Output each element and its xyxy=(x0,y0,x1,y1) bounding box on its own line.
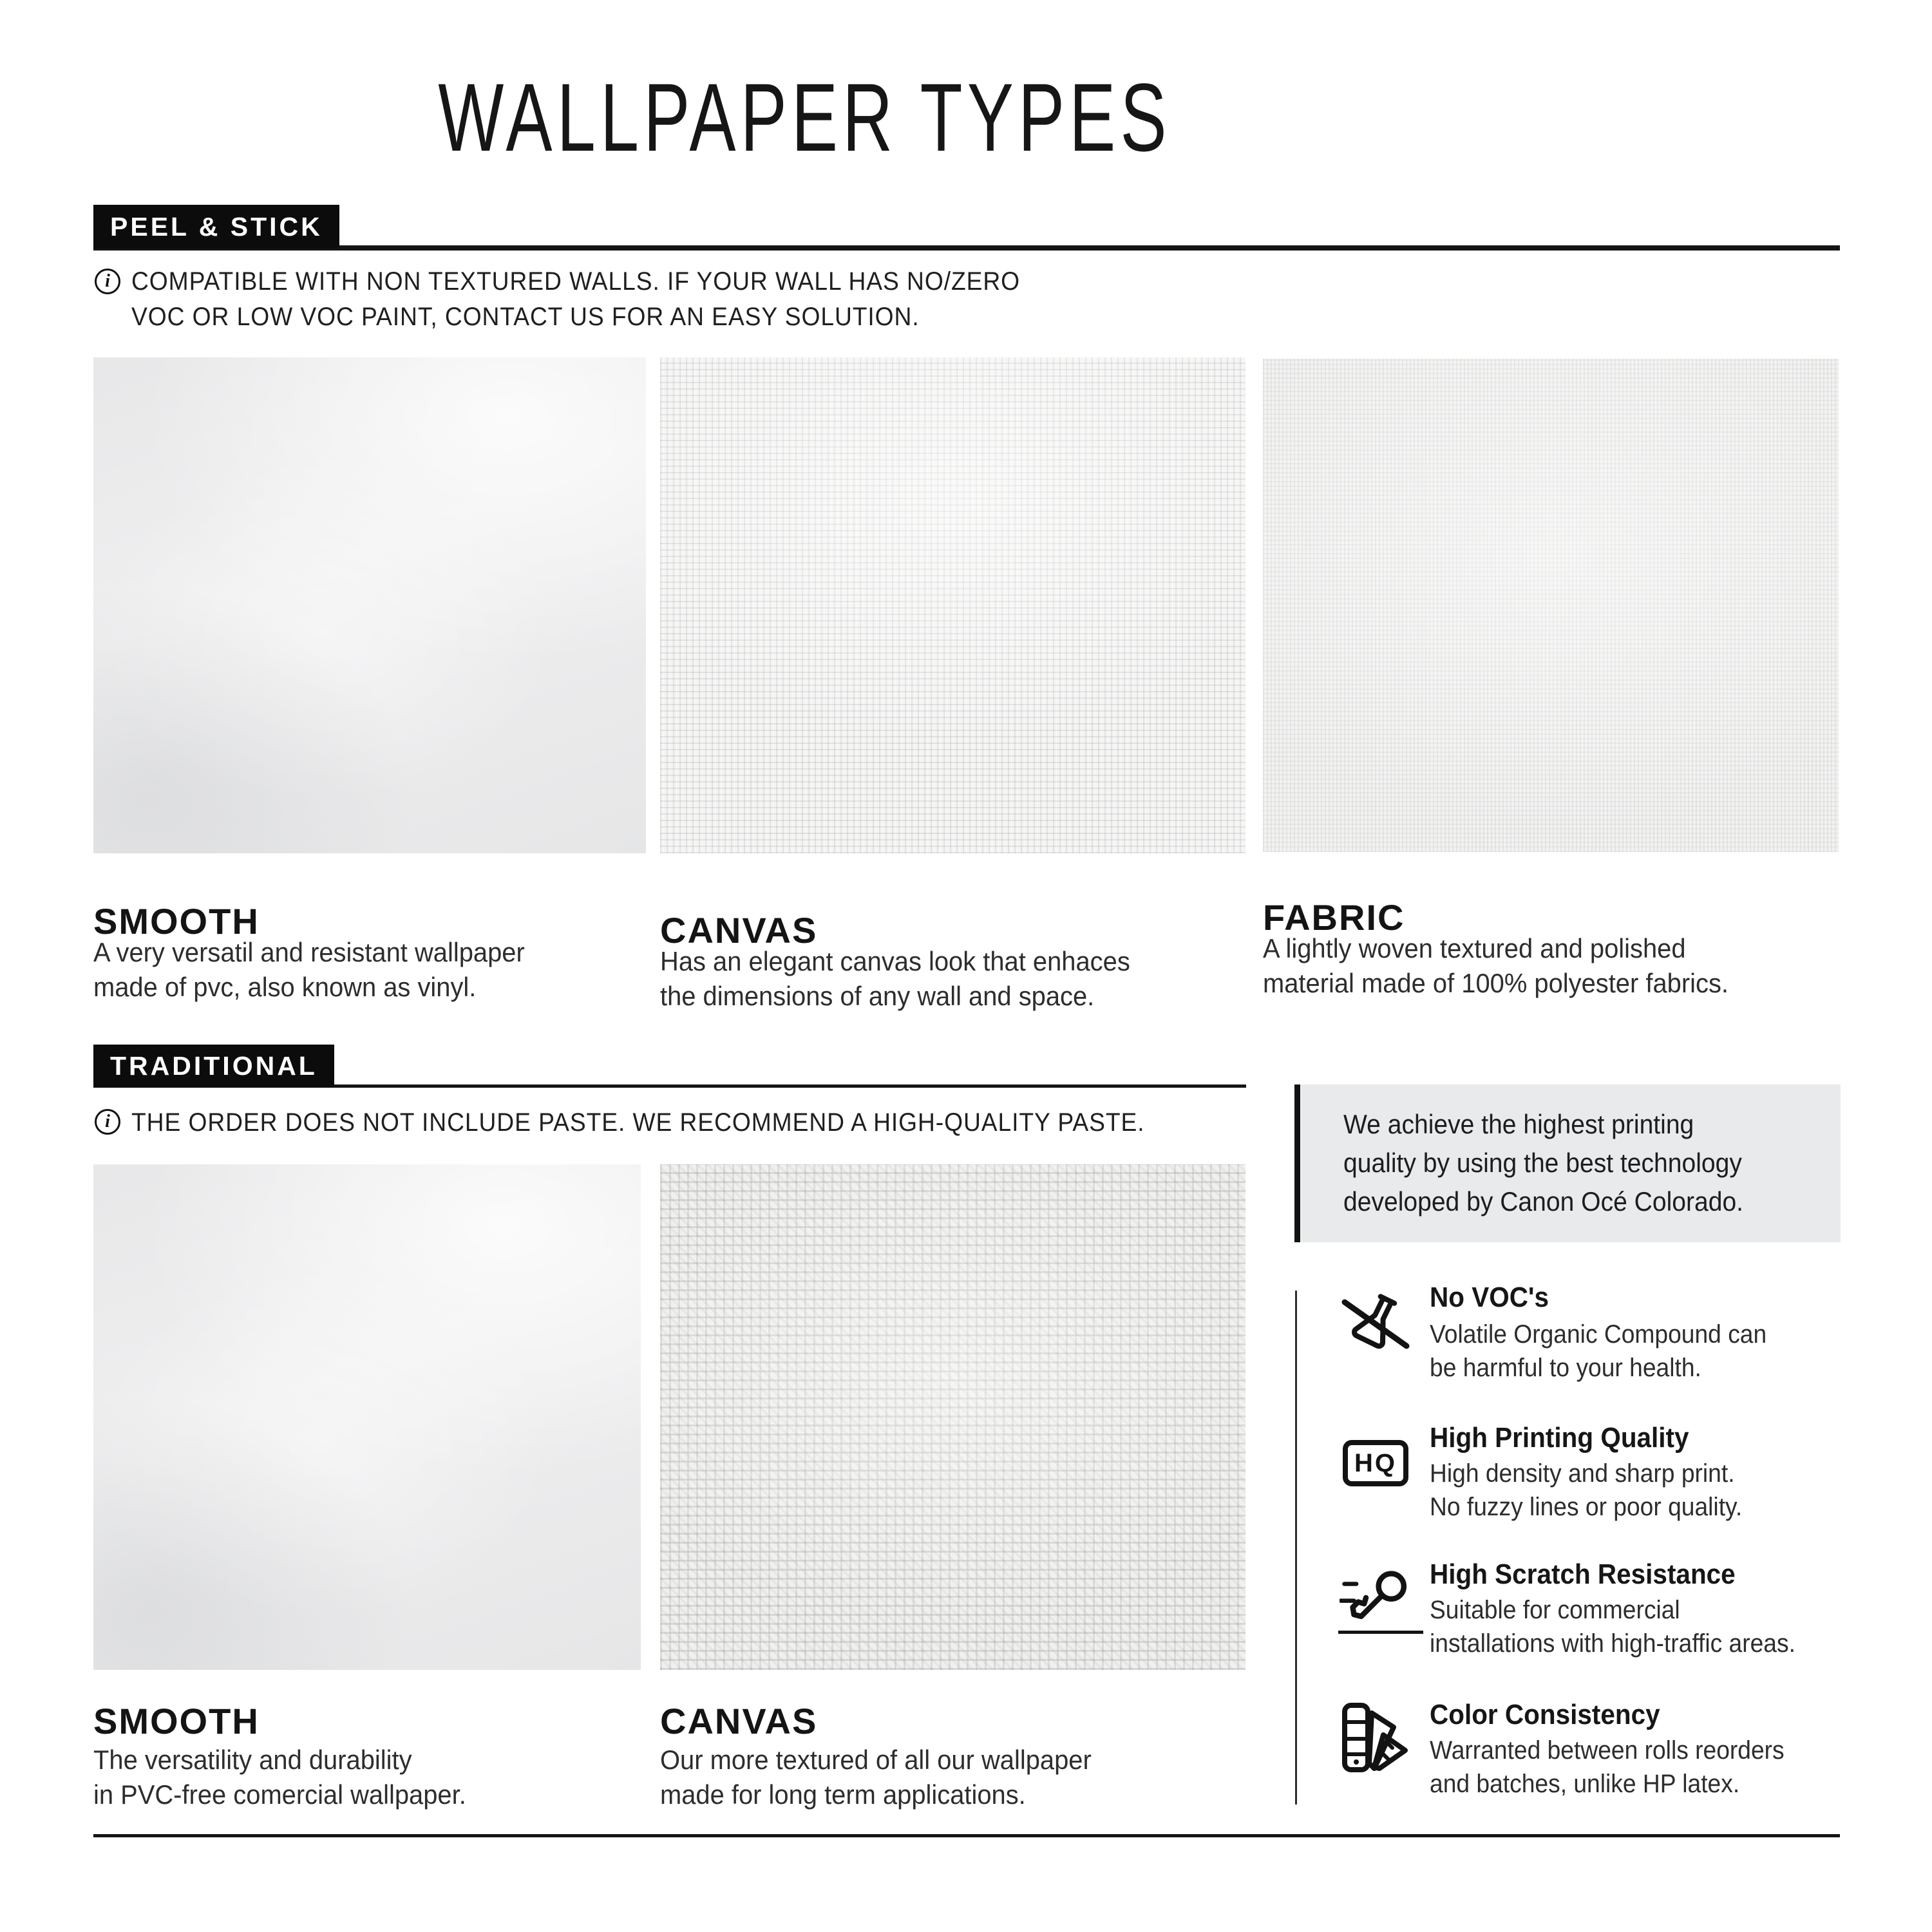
desc-line: made of pvc, also known as vinyl. xyxy=(93,972,477,1002)
feature-title: Color Consistency xyxy=(1430,1699,1660,1730)
page-title: WALLPAPER TYPES xyxy=(438,63,1172,171)
traditional-note xyxy=(131,1105,1145,1141)
peel-stick-note-line2: VOC OR LOW VOC PAINT, CONTACT US FOR AN EASY SOLUTION. xyxy=(131,303,920,331)
hq-badge-text: HQ xyxy=(1343,1440,1408,1486)
desc-line: The versatility and durability xyxy=(93,1745,412,1775)
swatch-name-peel-smooth: SMOOTH xyxy=(93,901,260,942)
desc-line: the dimensions of any wall and space. xyxy=(660,981,1095,1011)
hq-badge-icon xyxy=(1340,1427,1412,1499)
page-title-wrap xyxy=(0,63,1610,171)
bottom-rule xyxy=(93,1834,1840,1837)
desc-line: installations with high-traffic areas. xyxy=(1430,1629,1795,1658)
quality-box-accent-bar xyxy=(1294,1084,1300,1242)
features-divider-line xyxy=(1295,1291,1297,1804)
swatch-name-peel-canvas: CANVAS xyxy=(660,910,818,951)
section-label-peel-stick xyxy=(93,205,339,249)
feature-desc xyxy=(1430,1734,1785,1801)
feature-title: High Scratch Resistance xyxy=(1430,1558,1736,1590)
desc-line: be harmful to your health. xyxy=(1430,1354,1701,1382)
swatch-image-peel-smooth xyxy=(93,357,646,853)
desc-line: No fuzzy lines or poor quality. xyxy=(1430,1493,1743,1521)
swatch-desc-peel-smooth xyxy=(93,935,525,1005)
quality-box-line: quality by using the best technology xyxy=(1343,1148,1742,1178)
quality-box-line: We achieve the highest printing xyxy=(1343,1109,1694,1139)
peel-stick-rule xyxy=(93,245,1840,251)
desc-line: A very versatil and resistant wallpaper xyxy=(93,937,525,967)
desc-line: in PVC-free comercial wallpaper. xyxy=(93,1779,466,1810)
desc-line: High density and sharp print. xyxy=(1430,1459,1735,1488)
desc-line: Warranted between rolls reorders xyxy=(1430,1736,1785,1765)
swatch-image-trad-canvas xyxy=(660,1164,1245,1670)
desc-line: Has an elegant canvas look that enhaces xyxy=(660,946,1130,976)
color-swatchbook-icon xyxy=(1340,1701,1412,1774)
quality-box-line: developed by Canon Océ Colorado. xyxy=(1343,1186,1744,1217)
desc-line: Our more textured of all our wallpaper xyxy=(660,1745,1092,1775)
scratch-key-icon xyxy=(1340,1561,1412,1633)
peel-stick-note-line1: COMPATIBLE WITH NON TEXTURED WALLS. IF YOUR WALL HAS NO/ZERO xyxy=(131,267,1021,296)
info-icon-glyph: i xyxy=(105,271,110,291)
section-label-traditional xyxy=(93,1045,334,1087)
feature-title: No VOC's xyxy=(1430,1282,1549,1313)
feature-desc xyxy=(1430,1318,1766,1385)
info-icon xyxy=(95,269,120,294)
info-icon xyxy=(95,1109,120,1135)
peel-stick-note xyxy=(131,264,1020,335)
quality-box-text xyxy=(1343,1105,1743,1221)
section-label-peel-stick-text: PEEL & STICK xyxy=(110,211,323,242)
feature-title: High Printing Quality xyxy=(1430,1422,1689,1454)
swatch-desc-trad-canvas xyxy=(660,1743,1092,1812)
swatch-desc-trad-smooth xyxy=(93,1743,466,1812)
feature-desc xyxy=(1430,1457,1742,1524)
no-voc-flask-icon xyxy=(1340,1287,1412,1359)
desc-line: A lightly woven textured and polished xyxy=(1263,933,1686,963)
desc-line: and batches, unlike HP latex. xyxy=(1430,1770,1740,1798)
swatch-desc-peel-canvas xyxy=(660,944,1130,1014)
swatch-image-peel-fabric xyxy=(1263,359,1839,852)
swatch-name-trad-canvas: CANVAS xyxy=(660,1701,818,1741)
section-label-traditional-text: TRADITIONAL xyxy=(110,1050,317,1081)
swatch-name-trad-smooth: SMOOTH xyxy=(93,1701,260,1741)
desc-line: Volatile Organic Compound can xyxy=(1430,1320,1767,1349)
scratch-key-underline xyxy=(1338,1631,1423,1634)
swatch-image-peel-canvas xyxy=(660,357,1245,853)
desc-line: Suitable for commercial xyxy=(1430,1596,1680,1624)
swatch-image-trad-smooth xyxy=(93,1164,641,1670)
desc-line: made for long term applications. xyxy=(660,1779,1026,1810)
traditional-note-line1: THE ORDER DOES NOT INCLUDE PASTE. WE RECOMMEND A HIGH-QUALITY PASTE. xyxy=(131,1108,1145,1137)
swatch-name-peel-fabric: FABRIC xyxy=(1263,897,1405,938)
info-icon-glyph: i xyxy=(105,1112,110,1132)
swatch-desc-peel-fabric xyxy=(1263,931,1728,1001)
feature-desc xyxy=(1430,1593,1795,1660)
desc-line: material made of 100% polyester fabrics. xyxy=(1263,968,1728,998)
